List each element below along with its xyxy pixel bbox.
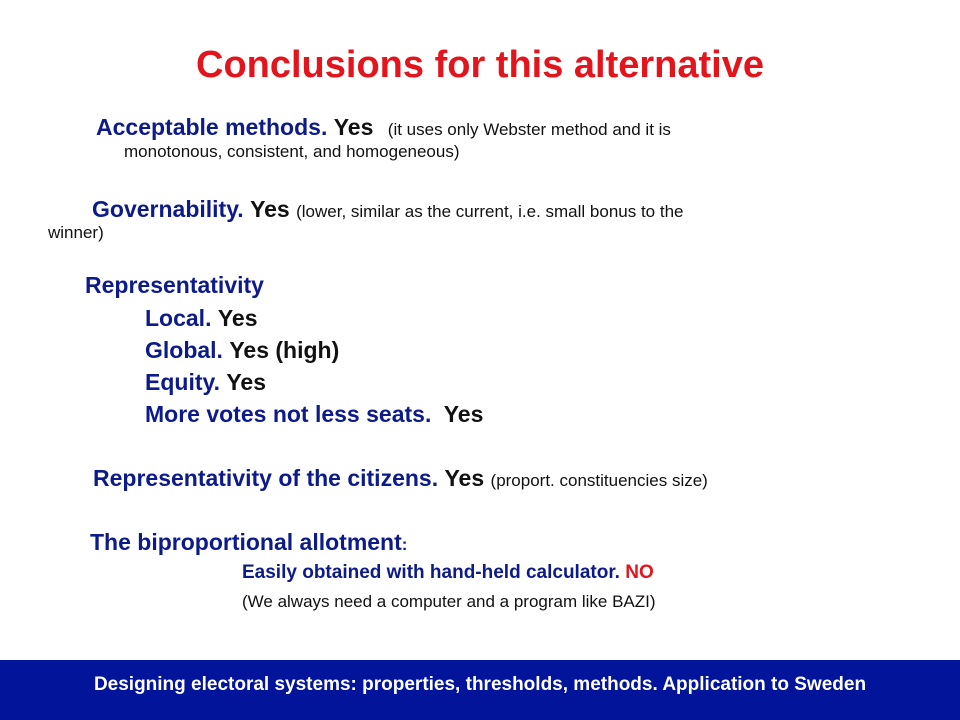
slide-title: Conclusions for this alternative: [196, 44, 764, 86]
allotment-calculator-line: [242, 560, 654, 586]
governability-line: [92, 193, 684, 228]
citizens-note: (proport. constituencies size): [490, 471, 708, 490]
representativity-heading: Representativity: [85, 272, 264, 298]
allotment-heading-line: [90, 526, 407, 561]
rep-item-local: [145, 302, 258, 334]
rep-item-label: More votes not less seats.: [145, 401, 432, 427]
governability-note-cont: winner): [48, 223, 104, 242]
allotment-computer-note: (We always need a computer and a program like BAZI): [242, 592, 656, 611]
governability-answer: Yes: [250, 196, 290, 222]
rep-item-equity: [145, 366, 266, 398]
citizens-label: Representativity of the citizens.: [93, 465, 439, 491]
allotment-answer: NO: [625, 562, 654, 583]
allotment-colon: :: [401, 535, 408, 554]
rep-item-answer: Yes (high): [229, 337, 340, 363]
rep-item-answer: Yes: [443, 401, 484, 427]
rep-item-label: Local.: [145, 305, 212, 331]
rep-item-answer: Yes: [217, 305, 258, 331]
rep-item-label: Global.: [145, 337, 223, 363]
rep-item-label: Equity.: [145, 369, 220, 395]
governability-label: Governability.: [92, 196, 244, 222]
acceptable-methods-answer: Yes: [333, 114, 374, 140]
footer-banner: Designing electoral systems: properties, thresholds, methods. Application to Sweden: [0, 660, 960, 720]
allotment-calculator-text: Easily obtained with hand-held calculator.: [242, 562, 620, 583]
rep-item-more-votes: [145, 398, 483, 430]
governability-note: (lower, similar as the current, i.e. small bonus to the: [296, 202, 684, 221]
allotment-heading: The biproportional allotment: [90, 529, 402, 555]
citizens-line: [93, 462, 708, 497]
acceptable-methods-label: Acceptable methods.: [96, 114, 328, 140]
citizens-answer: Yes: [444, 465, 485, 491]
rep-item-answer: Yes: [226, 369, 267, 395]
rep-item-global: [145, 334, 339, 366]
acceptable-methods-note: (it uses only Webster method and it is: [387, 120, 671, 139]
acceptable-methods-note-cont: monotonous, consistent, and homogeneous): [124, 142, 460, 161]
